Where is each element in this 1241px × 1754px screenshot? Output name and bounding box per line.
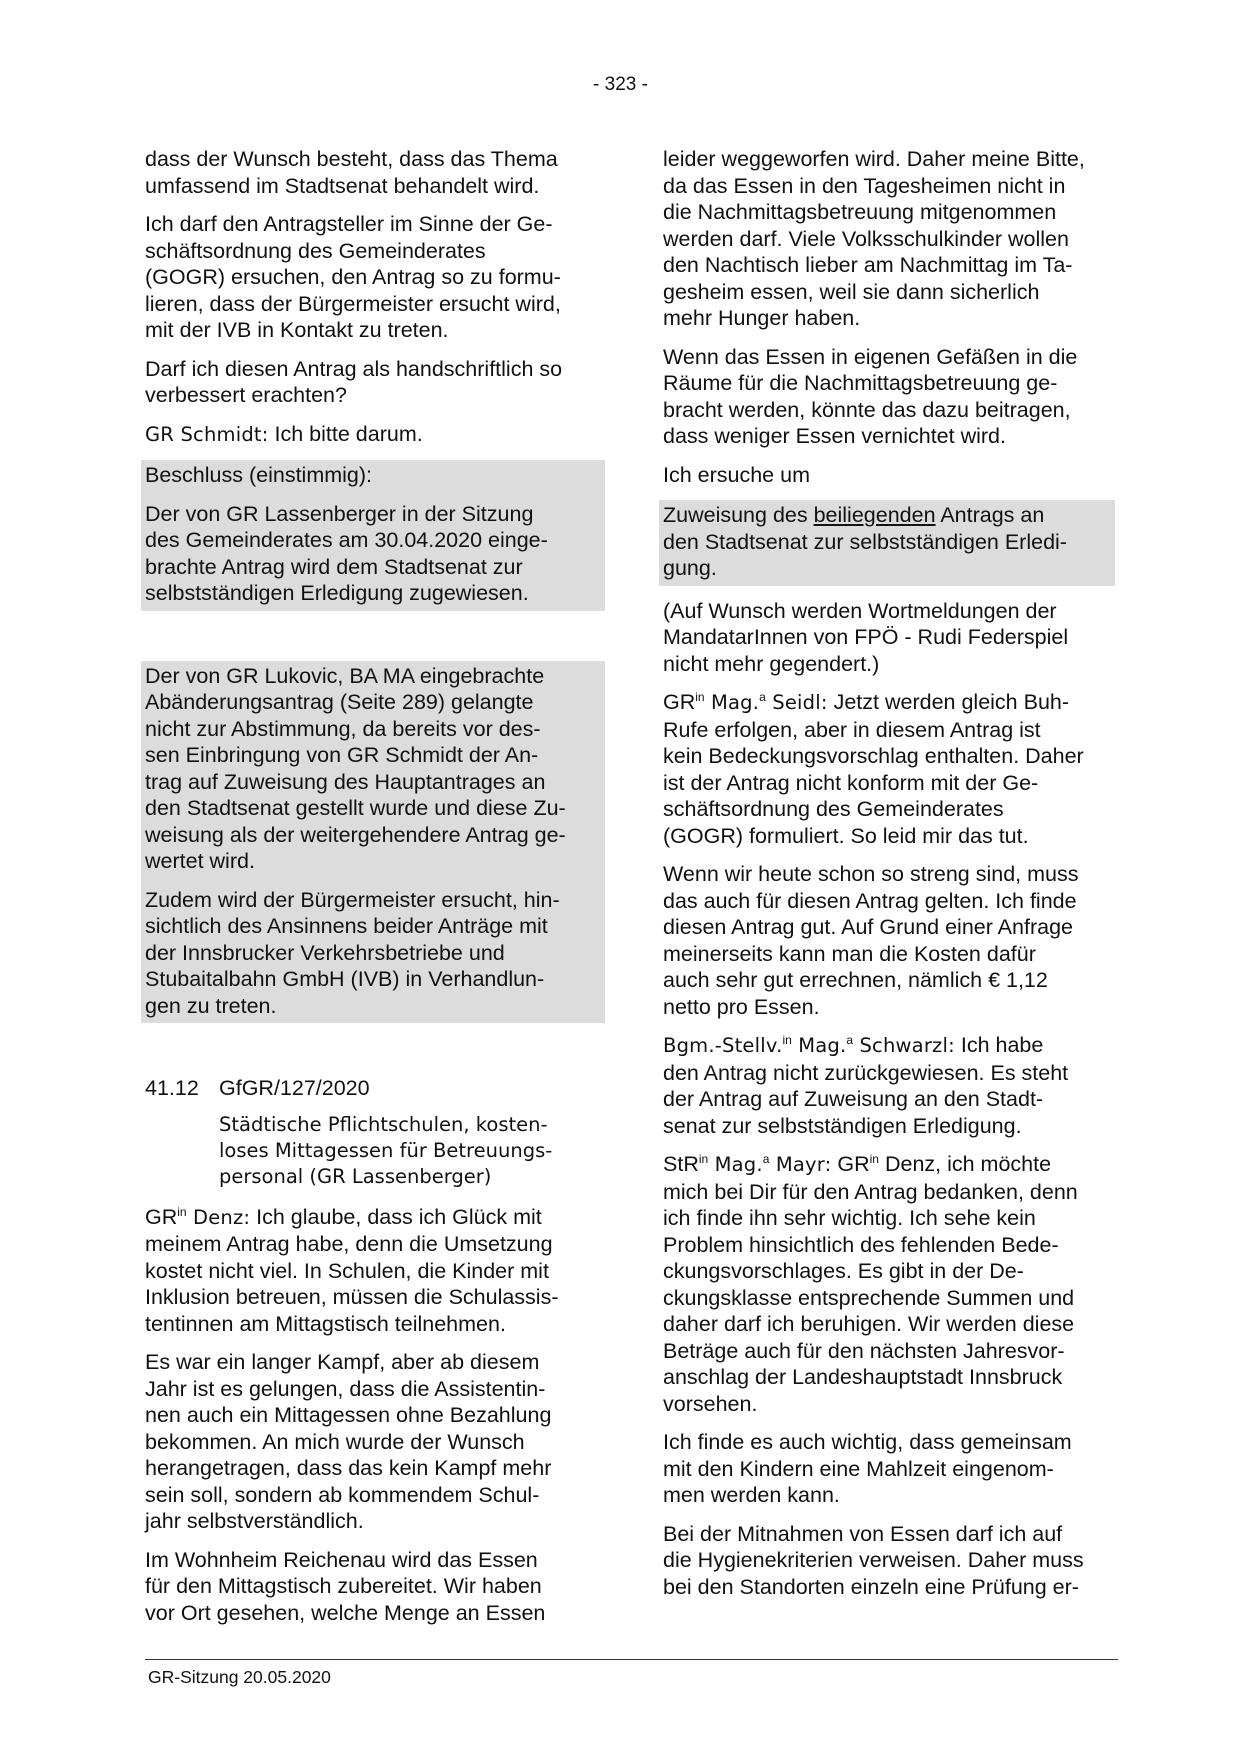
decision-title: Beschluss (einstimmig): — [145, 463, 372, 487]
paragraph: Wenn wir heute schon so streng sind, muss das auch für diesen Antrag gelten. Ich finde diesen Antrag gut. Auf Grund einer Anfrage meinerseits kann man die Kosten dafür auch sehr gut errechnen, nämlich € 1,12 netto pro Essen. — [663, 862, 1079, 1019]
paragraph: Darf ich diesen Antrag als handschriftlich so verbessert erachten? — [145, 356, 563, 407]
paragraph: $GR^{in}$ Denz: Ich glaube, dass ich Glück mit meinem Antrag habe, denn die Umsetzung kostet nicht viel. In Schulen, die Kinder mit Inklusion betreuen, müssen die Schulassis- tentinnen am Mittagstisch teilnehmen. — [145, 1204, 559, 1336]
agenda-title: Städtische Pflichtschulen, kosten- loses Mittagessen für Betreuungs- personal (GR Lassenberger) — [219, 1112, 553, 1188]
agenda-item-header — [145, 1075, 605, 1102]
paragraph: (Auf Wunsch werden Wortmeldungen der MandatarInnen von FPÖ - Rudi Federspiel nicht mehr gegendert.) — [663, 598, 1069, 676]
request-box — [659, 500, 1115, 586]
paragraph: Im Wohnheim Reichenau wird das Essen für den Mittagstisch zubereitet. Wir haben vor Ort gesehen, welche Menge an Essen — [145, 1547, 546, 1625]
page-number: - 323 - — [593, 74, 648, 95]
paragraph: dass der Wunsch besteht, dass das Thema umfassend im Stadtsenat behandelt wird. — [145, 147, 558, 198]
speaker-name: $GR^{in}$ Denz: — [145, 1204, 251, 1229]
note-box — [141, 661, 605, 1024]
note-paragraph: Der von GR Lukovic, BA MA eingebrachte Abänderungsantrag (Seite 289) gelangte nicht zur Abstimmung, da bereits vor des- sen Einbringung von GR Schmidt der An- trag auf Zuweisung des Hauptantrages an den Stadtsenat gestellt wurde und diese Zu- weisung als der weitergehendere Antrag ge- wertet wird. — [145, 663, 566, 873]
footer-divider — [145, 1659, 1118, 1660]
paragraph: Es war ein langer Kampf, aber ab diesem Jahr ist es gelungen, dass die Assistentin- nen auch ein Mittagessen ohne Bezahlung bekommen. An mich wurde der Wunsch herangetragen, dass das kein Kampf mehr sein soll, sondern ab kommendem Schul- jahr selbstverständlich. — [145, 1350, 552, 1533]
agenda-number: 41.12 — [145, 1076, 199, 1100]
underlined-word: beiliegenden — [813, 503, 936, 527]
request-text: Zuweisung des beiliegenden Antrags an den Stadtsenat zur selbstständigen Erledi- gung. — [663, 503, 1067, 580]
decision-text: Der von GR Lassenberger in der Sitzung des Gemeinderates am 30.04.2020 einge- brachte Antrag wird dem Stadtsenat zur selbstständigen Erledigung zugewiesen. — [145, 501, 548, 605]
speaker-name: StR$^{in}$ Mag.$^a$ Mayr: — [663, 1152, 832, 1176]
paragraph: GR Schmidt: Ich bitte darum. — [145, 421, 423, 446]
paragraph: Ich finde es auch wichtig, dass gemeinsam mit den Kindern eine Mahlzeit eingenom- men werden kann. — [663, 1430, 1072, 1507]
speaker-name: GR Schmidt: — [145, 422, 269, 446]
paragraph: leider weggeworfen wird. Daher meine Bitte, da das Essen in den Tagesheimen nicht in die Nachmittagsbetreuung mitgenommen werden darf. Viele Volksschulkinder wollen den Nachtisch lieber am Nachmittag im Ta- gesheim essen, weil sie dann sicherlich mehr Hunger haben. — [663, 147, 1085, 330]
footer-text: GR-Sitzung 20.05.2020 — [148, 1667, 331, 1687]
note-paragraph: Zudem wird der Bürgermeister ersucht, hin- sichtlich des Ansinnens beider Anträge mit der Innsbrucker Verkehrsbetriebe und Stubaitalbahn GmbH (IVB) in Verhandlun- gen zu treten. — [145, 887, 560, 1018]
paragraph: Ich ersuche um — [663, 462, 810, 487]
speaker-name: Bgm.-Stellv.$^{in}$ Mag.$^a$ Schwarzl: — [663, 1033, 955, 1057]
paragraph: Bei der Mitnahmen von Essen darf ich auf die Hygienekriterien verweisen. Daher muss bei den Standorten einzeln eine Prüfung er- — [663, 1521, 1084, 1599]
paragraph: $GR^{in}$ Mag.$^a$ Seidl: Jetzt werden gleich Buh- Rufe erfolgen, aber in diesem Antrag ist kein Bedeckungsvorschlag enthalten. Daher ist der Antrag nicht konform mit der Ge- schäftsordnung des Gemeinderates (GOGR) formuliert. So leid mir das tut. — [663, 690, 1084, 848]
decision-box — [141, 460, 605, 611]
paragraph: Wenn das Essen in eigenen Gefäßen in die Räume für die Nachmittagsbetreuung ge- bracht werden, könnte das dazu beitragen, dass weniger Essen vernichtet wird. — [663, 344, 1078, 448]
right-column — [663, 146, 1115, 1612]
paragraph: Ich darf den Antragsteller im Sinne der Ge- schäftsordnung des Gemeinderates (GOGR) ersuchen, den Antrag so zu formu- lieren, dass der Bürgermeister ersucht wird, mit der IVB in Kontakt zu treten. — [145, 212, 561, 342]
paragraph: StR$^{in}$ Mag.$^a$ Mayr: $GR^{in}$ Denz, ich möchte mich bei Dir für den Antrag bedanken, denn ich finde ihn sehr wichtig. Ich sehe kein Problem hinsichtlich des fehlenden Bede- ckungsvorschlages. Es gibt in der De- ckungsklasse entsprechende Summen und daher darf ich beruhigen. Wir werden diese Beträge auch für den nächsten Jahresvor- anschlag der Landeshauptstadt Innsbruck vorsehen. — [663, 1152, 1078, 1416]
paragraph: Bgm.-Stellv.$^{in}$ Mag.$^a$ Schwarzl: Ich habe den Antrag nicht zurückgewiesen. Es steht der Antrag auf Zuweisung an den Stadt- senat zur selbstständigen Erledigung. — [663, 1033, 1069, 1138]
agenda-code: GfGR/127/2020 — [219, 1076, 370, 1100]
speaker-name: $GR^{in}$ Mag.$^a$ Seidl: — [663, 690, 828, 714]
left-column — [145, 146, 605, 1638]
